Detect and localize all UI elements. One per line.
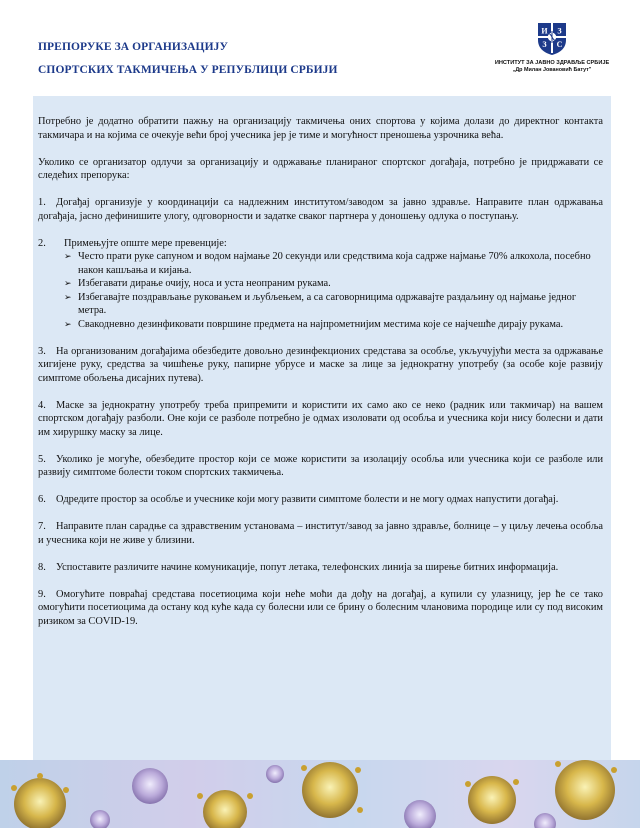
item-number: 7.	[38, 521, 46, 532]
title-line-2: СПОРТСКИХ ТАКМИЧЕЊА У РЕПУБЛИЦИ СРБИЈИ	[38, 64, 338, 76]
institute-subname: „Др Милан Јовановић Батут"	[512, 67, 592, 73]
list-item: ➢ Свакодневно дезинфиковати површине предмета на најпрометнијим местима које се најчешће дирају рукама.	[64, 318, 564, 330]
logo-letter-2: З	[557, 26, 562, 36]
item-text: Омогућите повраћај средстава посетиоцима који неће моћи да дођу на догађај, а купили су улазницу, јер ће се тако омогућити посетиоцима да остану код куће када су болесни или се брину о болесним члановима породице или су под високим ризиком за COVID-19.	[38, 588, 603, 627]
recommendation-9	[38, 588, 603, 629]
item-text: Одредите простор за особље и учеснике који могу развити симптоме болести и не могу одмах напустити догађај.	[56, 494, 559, 505]
recommendation-6	[38, 493, 603, 507]
item-text: Примењујте опште мере превенције:	[64, 237, 227, 249]
recommendation-5	[38, 453, 603, 480]
item-number: 6.	[38, 494, 46, 505]
item-number: 3.	[38, 345, 46, 357]
item-text: Уколико је могуће, обезбедите простор који се може користити за изолацију особља или учесника који се разболе или развију симптоме болести током спортских такмичења.	[38, 453, 603, 478]
intro-paragraph-1: Потребно је додатно обратити пажњу на организацију такмичења оних спортова у којима долази до директног контакта такмичара и на којима се очекује већи број учесника јер је тиме и могућност преношења узрочника већа.	[38, 116, 603, 141]
item-text: Успоставите различите начине комуникације, попут летака, телефонских линија за ширење битних информација.	[56, 561, 559, 573]
item-text: Направите план сарадње са здравственим установама – институт/завод за јавно здравље, болнице – у циљу лечења особља и учесника који не живе у близини.	[38, 521, 603, 546]
recommendation-4	[38, 399, 603, 440]
logo-letter-1: И	[541, 26, 548, 36]
institute-logo	[492, 20, 612, 74]
item-text: Догађај организује у координацији са надлежним институтом/заводом за јавно здравље. Направите план одржавања догађаја, јасно дефинишите улогу, одговорности и задатке сваког партнера у доношењу одлука о поступању.	[38, 197, 603, 222]
recommendation-8	[38, 561, 603, 575]
item-number: 4.	[38, 399, 46, 411]
item-text: Маске за једнократну употребу треба припремити и користити их само ако се неко (радник или такмичар) на вашем спортском догађају разболи. Оне који се разболе потребно је одмах изоловати од особља и учесника који нису болесни и дати им хируршку маску за лице.	[38, 399, 603, 438]
recommendation-1	[38, 196, 603, 223]
virus-illustration-icon	[0, 760, 640, 828]
arrow-bullet-icon: ➢	[64, 278, 72, 288]
list-item: ➢ Избегавати дирање очију, носа и уста неопраним рукама.	[64, 278, 331, 289]
arrow-bullet-icon: ➢	[64, 318, 72, 329]
title-line-1: ПРЕПОРУКЕ ЗА ОРГАНИЗАЦИЈУ	[38, 41, 229, 53]
recommendation-2	[38, 237, 603, 332]
institute-emblem-icon	[535, 20, 569, 56]
arrow-bullet-icon: ➢	[64, 291, 72, 302]
list-item: ➢ Избегавајте поздрављање руковањем и љубљењем, а са саговорницима одржавајте раздаљину од најмање једног метра.	[64, 291, 577, 316]
prevention-measures-list	[38, 250, 603, 331]
institute-name: ИНСТИТУТ ЗА ЈАВНО ЗДРАВЉЕ СРБИЈЕ	[494, 60, 610, 66]
document-title	[38, 36, 338, 82]
intro-paragraph-2: Уколико се организатор одлучи за организацију и одржавање планираног спортског догађаја, потребно је придржавати се следећих препорука:	[38, 156, 603, 181]
item-number: 8.	[38, 561, 46, 573]
item-text: На организованим догађајима обезбедите довољно дезинфекционих средстава за особље, укључујући места за одржавање хигијене руку, средства за чишћење руку, папирне убрусе и маске за лице за једнократну употребу (за особе које развију симптоме обољења дисајних путева).	[38, 345, 603, 384]
arrow-bullet-icon: ➢	[64, 251, 72, 261]
item-number: 2.	[38, 237, 46, 249]
recommendations-body	[38, 115, 603, 642]
recommendation-7	[38, 520, 603, 547]
logo-letter-4: С	[556, 40, 563, 49]
logo-letter-3: З	[542, 40, 547, 49]
recommendation-3	[38, 345, 603, 386]
list-item: ➢ Често прати руке сапуном и водом најмање 20 секунди или средствима која садрже најмање 70% алкохола, посебно након кашљања и кијања.	[64, 251, 591, 276]
item-number: 5.	[38, 453, 46, 465]
item-number: 1.	[38, 197, 46, 208]
virus-banner	[0, 760, 640, 828]
item-number: 9.	[38, 588, 46, 600]
